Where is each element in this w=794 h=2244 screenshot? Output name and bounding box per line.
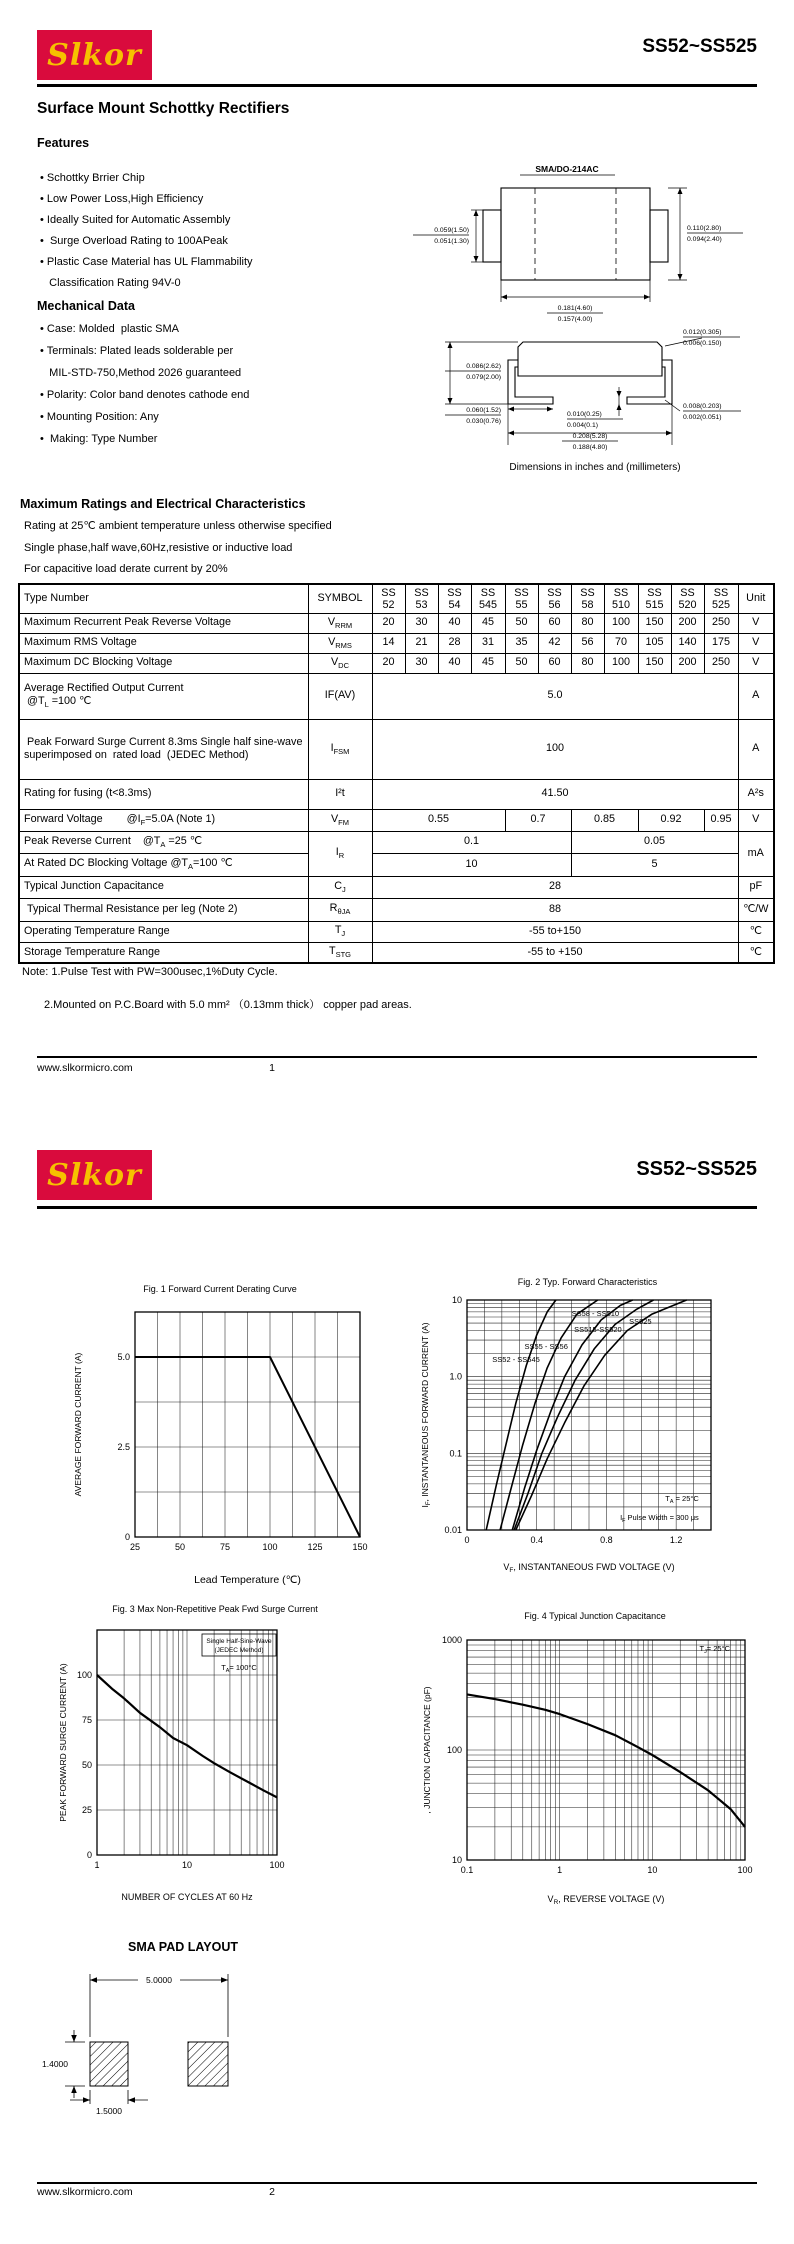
svg-text:1: 1 (557, 1865, 563, 1875)
fig1-chart-mount (55, 1294, 385, 1599)
table-row (19, 853, 774, 876)
figure-2 (410, 1277, 765, 1592)
y-axis-label: PEAK FORWARD SURGE CURRENT (A) (58, 1663, 68, 1822)
features-title: Features (37, 136, 90, 150)
dim-d1b: 0.051(1.30) (434, 238, 469, 245)
table-cell: V (738, 809, 774, 831)
dim-d9a: 0.208(5.28) (572, 433, 608, 440)
feature-item: Classification Rating 94V-0 (40, 277, 181, 289)
feature-item: • Plastic Case Material has UL Flammability (40, 256, 253, 268)
table-row (19, 831, 774, 853)
table-cell: V (738, 633, 774, 653)
grid (467, 1640, 745, 1860)
table-cell: 150 (638, 613, 671, 633)
table-cell: 100 (604, 653, 638, 673)
mech-item: • Polarity: Color band denotes cathode end (40, 389, 250, 401)
table-cell: pF (738, 876, 774, 898)
table-cell: SS 545 (471, 584, 505, 613)
svg-text:0.1: 0.1 (460, 1865, 474, 1875)
table-cell: 21 (405, 633, 438, 653)
table-row (19, 633, 774, 653)
svg-text:1: 1 (94, 1860, 100, 1870)
mech-item: • Making: Type Number (40, 433, 158, 445)
table-row (19, 653, 774, 673)
svg-text:50: 50 (81, 1760, 92, 1770)
svg-text:0.8: 0.8 (600, 1535, 613, 1545)
svg-text:100: 100 (737, 1865, 753, 1875)
pad-layout-diagram (40, 1962, 290, 2132)
ratings-table-container (18, 583, 775, 964)
tick-labels (444, 1295, 682, 1545)
table-cell: 30 (405, 653, 438, 673)
table-cell: 200 (671, 613, 704, 633)
table-cell: Maximum Recurrent Peak Reverse Voltage (19, 613, 308, 633)
table-cell: 100 (604, 613, 638, 633)
table-cell: A²s (738, 779, 774, 809)
feature-item: • Surge Overload Rating to 100APeak (40, 235, 228, 247)
dim-d8b: 0.002(0.051) (683, 414, 722, 421)
svg-text:0.1: 0.1 (449, 1448, 462, 1459)
ratings-subtitle: Rating at 25℃ ambient temperature unless otherwise specified (24, 520, 332, 532)
doc-title-page2: SS52~SS525 (636, 1158, 757, 1180)
svg-text:25: 25 (129, 1542, 141, 1552)
fig3-chart (50, 1614, 380, 1919)
table-cell: Maximum DC Blocking Voltage (19, 653, 308, 673)
table-cell: A (738, 673, 774, 719)
table-row (19, 876, 774, 898)
svg-text:0: 0 (124, 1532, 130, 1542)
table-cell: 35 (505, 633, 538, 653)
table-cell: Typical Junction Capacitance (19, 876, 308, 898)
table-cell: $T_J$ (308, 921, 372, 942)
mechanical-data-list (40, 318, 380, 450)
fig4-chart (415, 1621, 775, 1916)
table-cell: 175 (704, 633, 738, 653)
table-cell: 5 (571, 853, 738, 876)
svg-text:1000: 1000 (441, 1635, 462, 1645)
table-cell: V (738, 613, 774, 633)
table-cell: 40 (438, 653, 471, 673)
table-cell: I²t (308, 779, 372, 809)
svg-text:10: 10 (451, 1295, 462, 1305)
table-cell: 80 (571, 613, 604, 633)
y-axis-label: $I_F$, INSTANTANEOUS FORWARD CURRENT (A) (420, 1322, 432, 1508)
x-axis-label: NUMBER OF CYCLES AT 60 Hz (121, 1892, 253, 1902)
table-cell: Storage Temperature Range (19, 942, 308, 963)
table-cell: Type Number (19, 584, 308, 613)
slkor-logo-text: Slkor (47, 37, 142, 73)
table-cell: IF(AV) (308, 673, 372, 719)
table-cell: 14 (372, 633, 405, 653)
annotation: $T_A = 25^\circ C$ (665, 1493, 699, 1505)
features-list (40, 168, 370, 294)
table-cell: Average Rectified Output Current $@T_L =100$ ℃ (19, 673, 308, 719)
table-cell: 200 (671, 653, 704, 673)
series-ss515-ss520 (514, 1300, 653, 1530)
table-cell: mA (738, 831, 774, 876)
ratings-subtitle-lines (24, 516, 524, 581)
slkor-logo-text-2: Slkor (47, 1157, 142, 1193)
table-cell: $I_R$ (308, 831, 372, 876)
x-axis-label: Lead Temperature (℃) (194, 1574, 301, 1586)
table-cell: 60 (538, 613, 571, 633)
dim-d3b: 0.157(4.00) (557, 316, 593, 323)
annotation: $T_J= 25^\circ C$ (699, 1644, 730, 1655)
table-row (19, 613, 774, 633)
table-cell: 28 (438, 633, 471, 653)
table-row (19, 898, 774, 921)
dim-d7b: 0.004(0.1) (567, 422, 598, 429)
table-cell: 42 (538, 633, 571, 653)
table-cell: Maximum RMS Voltage (19, 633, 308, 653)
table-row (19, 779, 774, 809)
slkor-logo-page2 (37, 1150, 152, 1200)
dim-d2a: 0.110(2.80) (687, 225, 722, 232)
table-cell: Unit (738, 584, 774, 613)
table-cell: 20 (372, 653, 405, 673)
svg-text:0: 0 (86, 1850, 92, 1860)
annotation: $T_A= 100^\circ C$ (221, 1663, 257, 1674)
dimensions-caption: Dimensions in inches and (millimeters) (509, 462, 681, 473)
svg-text:5.0: 5.0 (117, 1352, 130, 1362)
ratings-subtitle: For capacitive load derate current by 20% (24, 563, 228, 575)
footer-url-2: www.slkormicro.com (37, 2186, 133, 2198)
fig1-chart (55, 1294, 385, 1594)
slkor-logo (37, 30, 152, 80)
table-cell: ℃ (738, 921, 774, 942)
dim-d4a: 0.086(2.62) (466, 363, 501, 370)
table-cell: V (738, 653, 774, 673)
y-axis-label: , JUNCTION CAPACITANCE (pF) (422, 1686, 432, 1814)
table-cell: SS 525 (704, 584, 738, 613)
table-cell: $V_{RMS}$ (308, 633, 372, 653)
annotation: $I_F$ Pulse Width = 300 μs (620, 1513, 699, 1525)
fig2-chart (410, 1287, 765, 1587)
table-cell: A (738, 719, 774, 779)
table-cell: -55 to +150 (372, 942, 738, 963)
table-cell: 88 (372, 898, 738, 921)
fig4-chart-mount (415, 1621, 775, 1921)
table-cell: SS 520 (671, 584, 704, 613)
table-cell: SS 53 (405, 584, 438, 613)
mech-item: • Case: Molded plastic SMA (40, 323, 179, 335)
series (486, 1300, 686, 1530)
footer-rule-1 (37, 1056, 757, 1058)
dim-d5a: 0.012(0.305) (683, 329, 722, 336)
note-1: Note: 1.Pulse Test with PW=300usec,1%Duty Cycle. (22, 966, 278, 978)
table-cell: SYMBOL (308, 584, 372, 613)
table-cell: Peak Reverse Current $@T_A =25$ ℃ (19, 831, 308, 853)
svg-text:100: 100 (76, 1670, 92, 1680)
svg-text:50: 50 (174, 1542, 186, 1552)
svg-text:25: 25 (81, 1805, 92, 1815)
table-cell: At Rated DC Blocking Voltage $@T_A=100$ ℃ (19, 853, 308, 876)
dim-d6b: 0.030(0.76) (466, 418, 501, 425)
svg-text:100: 100 (269, 1860, 285, 1870)
table-cell: Peak Forward Surge Current 8.3ms Single half sine-wave superimposed on rated load (JEDEC Method) (19, 719, 308, 779)
dim-d7a: 0.010(0.25) (567, 411, 602, 418)
table-cell: 140 (671, 633, 704, 653)
svg-text:1.0: 1.0 (449, 1371, 462, 1382)
dim-d3a: 0.181(4.60) (557, 305, 593, 312)
table-cell: 28 (372, 876, 738, 898)
table-cell: 45 (471, 613, 505, 633)
package-top-view (413, 188, 743, 313)
grid (135, 1312, 360, 1537)
dim-d4b: 0.079(2.00) (466, 374, 501, 381)
svg-text:10: 10 (451, 1855, 462, 1865)
table-cell: SS 515 (638, 584, 671, 613)
table-cell: $T_{STG}$ (308, 942, 372, 963)
footer-url-1: www.slkormicro.com (37, 1062, 133, 1074)
note-box-line: Single Half-Sine-Wave (206, 1638, 272, 1645)
table-cell: 0.92 (638, 809, 704, 831)
table-cell: 56 (571, 633, 604, 653)
footer-rule-2 (37, 2182, 757, 2184)
svg-text:100: 100 (262, 1542, 278, 1552)
table-cell: 30 (405, 613, 438, 633)
svg-text:2.5: 2.5 (117, 1442, 130, 1452)
table-cell: 250 (704, 653, 738, 673)
package-name-label: SMA/DO-214AC (535, 164, 599, 174)
svg-text:75: 75 (219, 1542, 231, 1552)
table-cell: $I_{FSM}$ (308, 719, 372, 779)
table-cell: $V_{RRM}$ (308, 613, 372, 633)
fig2-chart-mount (410, 1287, 765, 1592)
svg-text:10: 10 (181, 1860, 193, 1870)
page-title: Surface Mount Schottky Rectifiers (37, 100, 290, 117)
y-axis-label: AVERAGE FORWARD CURRENT (A) (73, 1352, 83, 1497)
package-dim-labels (434, 164, 722, 451)
fig1-caption: Fig. 1 Forward Current Derating Curve (143, 1284, 297, 1294)
table-cell: Rating for fusing (t<8.3ms) (19, 779, 308, 809)
table-cell: 0.55 (372, 809, 505, 831)
table-cell: 41.50 (372, 779, 738, 809)
fig2-caption: Fig. 2 Typ. Forward Characteristics (517, 1277, 658, 1287)
table-cell: 40 (438, 613, 471, 633)
pad-width-dim: 5.0000 (146, 1975, 172, 1985)
pad-size-dim: 1.5000 (96, 2106, 122, 2116)
ratings-subtitle: Single phase,half wave,60Hz,resistive or inductive load (24, 541, 293, 554)
table-row (19, 719, 774, 779)
table-cell: 70 (604, 633, 638, 653)
left-pad (90, 2042, 128, 2086)
ratings-table (18, 583, 775, 964)
figure-3 (50, 1604, 380, 1924)
svg-text:100: 100 (446, 1745, 462, 1755)
header-rule (37, 84, 757, 87)
table-cell: 20 (372, 613, 405, 633)
page-number-1: 1 (269, 1062, 275, 1074)
right-pad (188, 2042, 228, 2086)
table-row (19, 942, 774, 963)
table-cell: Operating Temperature Range (19, 921, 308, 942)
fig3-chart-mount (50, 1614, 380, 1924)
table-cell: SS 56 (538, 584, 571, 613)
pad-height-dim: 1.4000 (42, 2059, 68, 2069)
dim-d5b: 0.006(0.150) (683, 340, 722, 347)
table-cell: 250 (704, 613, 738, 633)
header-rule-2 (37, 1206, 757, 1209)
svg-text:150: 150 (352, 1542, 368, 1552)
dim-d8a: 0.008(0.203) (683, 403, 722, 410)
table-cell: 150 (638, 653, 671, 673)
table-cell: 10 (372, 853, 571, 876)
doc-title: SS52~SS525 (642, 36, 757, 57)
table-cell: $C_J$ (308, 876, 372, 898)
table-cell: Forward Voltage $@I_F=5.0A$ (Note 1) (19, 809, 308, 831)
table-cell: ℃/W (738, 898, 774, 921)
table-cell: 0.7 (505, 809, 571, 831)
figure-4 (415, 1611, 775, 1921)
table-header-row (19, 584, 774, 613)
table-cell: SS 54 (438, 584, 471, 613)
table-cell: 50 (505, 613, 538, 633)
tick-labels (117, 1352, 367, 1552)
svg-text:0.01: 0.01 (444, 1525, 462, 1535)
feature-item: • Schottky Brrier Chip (40, 172, 145, 184)
mech-item: • Mounting Position: Any (40, 411, 159, 423)
series-ss525 (516, 1300, 687, 1530)
figure-1 (55, 1284, 385, 1599)
x-axis-label: $V_R$, REVERSE VOLTAGE (V) (547, 1894, 665, 1906)
page-number-2: 2 (269, 2186, 275, 2198)
table-cell: 0.1 (372, 831, 571, 853)
svg-text:0: 0 (464, 1535, 470, 1545)
note-box-line: (JEDEC Method) (214, 1647, 264, 1654)
series-label: SS55 - SS56 (524, 1341, 568, 1351)
table-row (19, 673, 774, 719)
table-row (19, 809, 774, 831)
package-outline-diagram (375, 150, 794, 480)
x-axis-label: $V_F$, INSTANTANEOUS FWD VOLTAGE (V) (503, 1562, 675, 1574)
dim-d9b: 0.188(4.80) (572, 444, 608, 451)
svg-text:10: 10 (647, 1865, 658, 1875)
table-cell: 45 (471, 653, 505, 673)
series-label: SS58 - SS510 (571, 1308, 620, 1318)
pad-layout-title: SMA PAD LAYOUT (128, 1940, 238, 1954)
fig3-caption: Fig. 3 Max Non-Repetitive Peak Fwd Surge Current (112, 1604, 318, 1614)
table-cell: SS 55 (505, 584, 538, 613)
feature-item: • Low Power Loss,High Efficiency (40, 193, 204, 205)
table-cell: 5.0 (372, 673, 738, 719)
table-cell: $V_{DC}$ (308, 653, 372, 673)
table-cell: 100 (372, 719, 738, 779)
series-ss52---ss545 (486, 1300, 556, 1530)
table-cell: 31 (471, 633, 505, 653)
table-cell: 0.85 (571, 809, 638, 831)
table-cell: 80 (571, 653, 604, 673)
svg-text:75: 75 (81, 1715, 92, 1725)
table-cell: SS 52 (372, 584, 405, 613)
table-cell: ℃ (738, 942, 774, 963)
mechanical-data-title: Mechanical Data (37, 299, 135, 313)
mech-item: MIL-STD-750,Method 2026 guaranteed (40, 367, 242, 379)
table-cell: 105 (638, 633, 671, 653)
table-cell: 50 (505, 653, 538, 673)
fig4-caption: Fig. 4 Typical Junction Capacitance (524, 1611, 666, 1621)
series-label: SS52 - SS545 (492, 1355, 540, 1365)
table-cell: 0.95 (704, 809, 738, 831)
dim-d1a: 0.059(1.50) (434, 227, 469, 234)
dim-d2b: 0.094(2.40) (687, 236, 722, 243)
svg-text:1.2: 1.2 (669, 1535, 683, 1545)
series-label: SS515-SS520 (574, 1325, 622, 1335)
note-2: 2.Mounted on P.C.Board with 5.0 mm² （0.13mm thick） copper pad areas. (44, 999, 412, 1011)
table-cell: SS 510 (604, 584, 638, 613)
mech-item: • Terminals: Plated leads solderable per (40, 345, 234, 357)
table-cell: 0.05 (571, 831, 738, 853)
tick-labels (77, 1670, 285, 1870)
table-cell: $R_{\theta JA}$ (308, 898, 372, 921)
series-ss58---ss510 (512, 1300, 632, 1530)
svg-text:0.4: 0.4 (530, 1535, 543, 1545)
table-row (19, 921, 774, 942)
dim-d6a: 0.060(1.52) (466, 407, 501, 414)
ratings-title: Maximum Ratings and Electrical Characteristics (20, 497, 306, 511)
feature-item: • Ideally Suited for Automatic Assembly (40, 214, 231, 226)
table-cell: $V_{FM}$ (308, 809, 372, 831)
svg-text:125: 125 (307, 1542, 323, 1552)
series-label: SS525 (629, 1316, 652, 1326)
table-cell: -55 to+150 (372, 921, 738, 942)
table-cell: 60 (538, 653, 571, 673)
table-cell: Typical Thermal Resistance per leg (Note 2) (19, 898, 308, 921)
table-cell: SS 58 (571, 584, 604, 613)
